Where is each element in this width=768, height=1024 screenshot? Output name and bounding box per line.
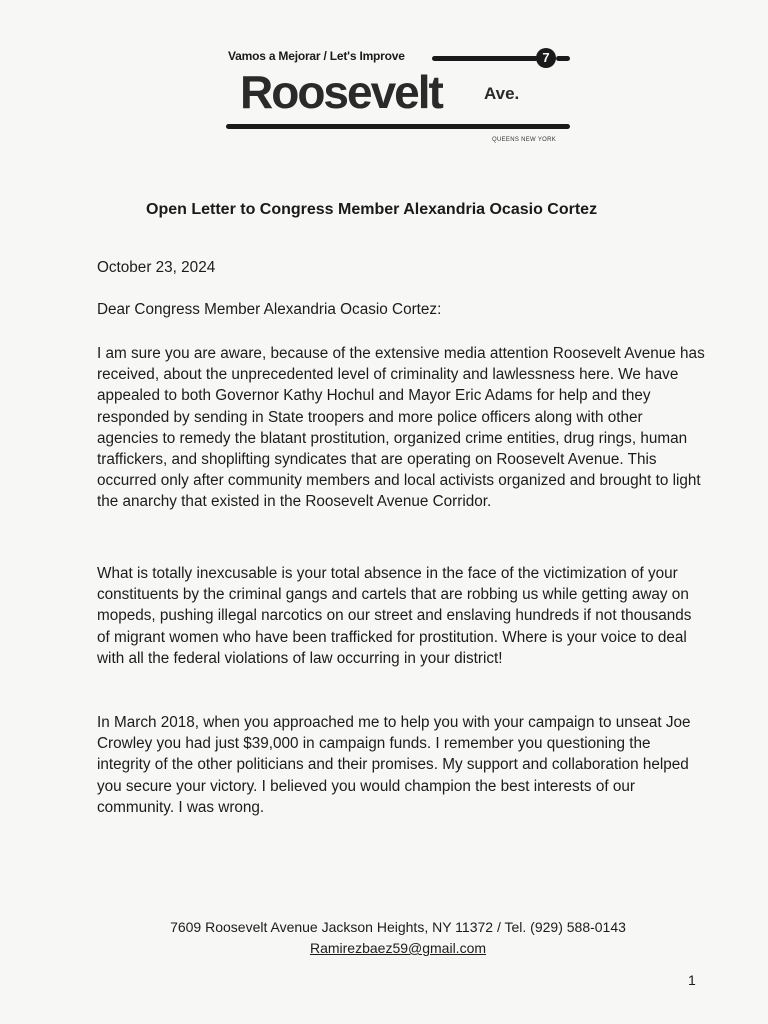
letter-paragraph-1: I am sure you are aware, because of the extensive media attention Roosevelt Avenue has received, about the unprecedented level of criminality and lawlessness here. We have appealed to both Governor Kathy Hochul and Mayor Eric Adams for help and they responded by sending in State troopers and more police officers along with other agencies to remedy the blatant prostitution, organized crime entities, drug rings, human traffickers, and shoplifting syndicates that are operating on Roosevelt Avenue. This occurred only after community members and local activists organized and brought to light the anarchy that existed in the Roosevelt Avenue Corridor.	[97, 345, 705, 511]
logo-suffix: Ave.	[484, 84, 520, 103]
roosevelt-ave-logo	[226, 44, 576, 148]
logo-tagline: Vamos a Mejorar / Let's Improve	[228, 49, 405, 63]
logo-location: QUEENS NEW YORK	[492, 137, 557, 143]
letter-salutation: Dear Congress Member Alexandria Ocasio Cortez:	[97, 301, 442, 318]
footer-address: 7609 Roosevelt Avenue Jackson Heights, NY 11372 / Tel. (929) 588-0143	[170, 919, 626, 935]
logo-tagline-rule	[432, 56, 538, 61]
letter-paragraph-3: In March 2018, when you approached me to help you with your campaign to unseat Joe Crowley you had just $39,000 in campaign funds. I remember you questioning the integrity of the other politicians and their promises. My support and collaboration helped you secure your victory. I believed you would champion the best interests of our community. I was wrong.	[97, 714, 691, 816]
footer-email-row	[14, 940, 768, 956]
letter-date: October 23, 2024	[97, 259, 216, 276]
logo-name: Roosevelt	[240, 66, 442, 118]
letter-paragraph-2: What is totally inexcusable is your total absence in the face of the victimization of your constituents by the criminal gangs and cartels that are robbing us while getting away on mopeds, pushing illegal narcotics on our street and enslaving hundreds if not thousands of migrant women who have been trafficked for prostitution. Where is your voice to deal with all the federal violations of law occurring in your district!	[97, 565, 692, 667]
footer-email-link[interactable]: Ramirezbaez59@gmail.com	[309, 940, 487, 956]
subway-7-badge-icon: 7	[536, 48, 556, 68]
letter-title: Open Letter to Congress Member Alexandria Ocasio Cortez	[146, 201, 598, 218]
page-number: 1	[688, 972, 696, 988]
logo-tagline-rule-end	[556, 56, 570, 61]
logo-underline	[226, 124, 570, 129]
